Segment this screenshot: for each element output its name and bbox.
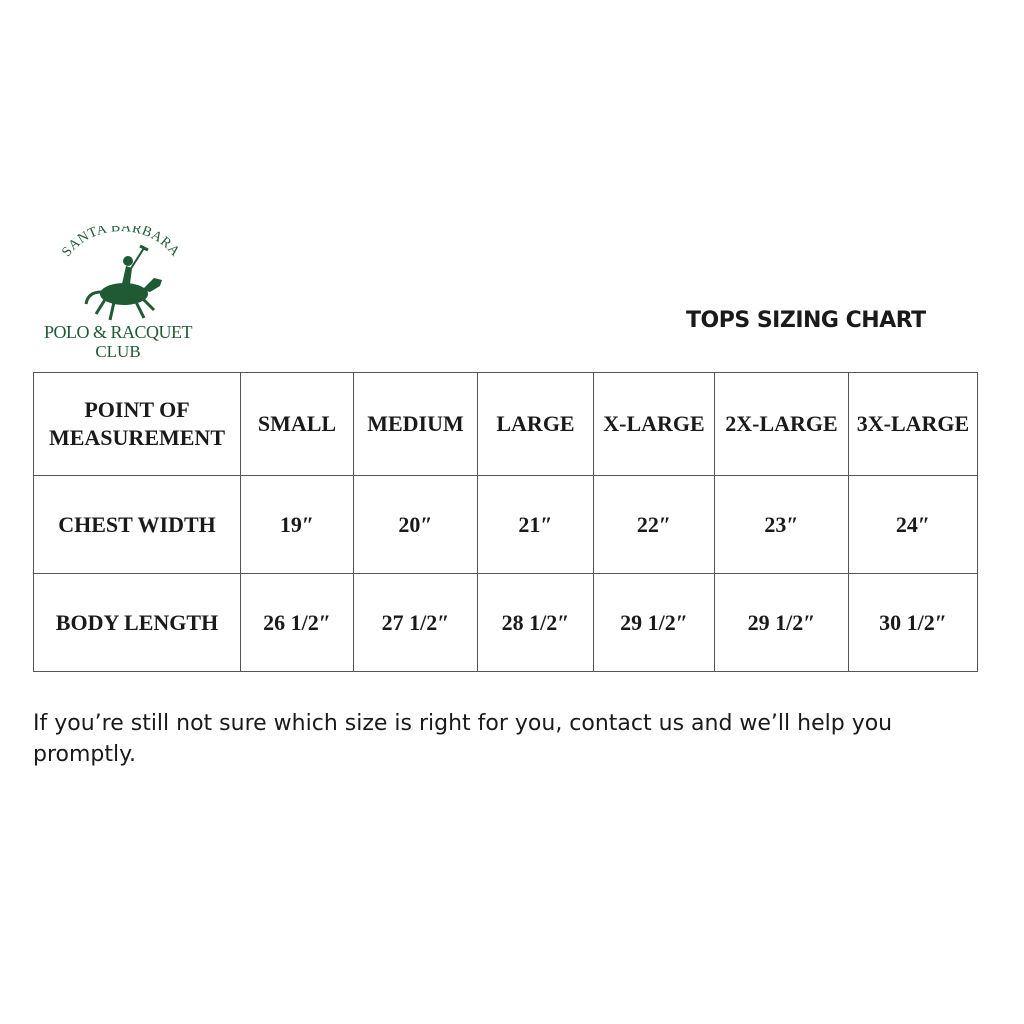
header-size: SMALL [241,373,354,476]
logo-line1: POLO & RACQUET [43,322,192,342]
table-row-chest-width [34,476,978,574]
header-point-of-measurement [34,373,241,476]
sizing-table [33,372,978,672]
table-cell: 29 1/2″ [594,574,715,672]
row-label: CHEST WIDTH [34,476,241,574]
table-cell: 27 1/2″ [354,574,478,672]
table-cell: 23″ [715,476,849,574]
table-cell: 28 1/2″ [478,574,594,672]
table-cell: 24″ [849,476,978,574]
table-row-body-length [34,574,978,672]
header-size: 2X-LARGE [715,373,849,476]
header-size: LARGE [478,373,594,476]
table-cell: 19″ [241,476,354,574]
header-pom-line1: POINT OF [84,397,190,422]
table-cell: 29 1/2″ [715,574,849,672]
logo-line2: CLUB [95,342,141,361]
brand-logo [36,226,200,366]
header-size: MEDIUM [354,373,478,476]
table-cell: 20″ [354,476,478,574]
header-size: 3X-LARGE [849,373,978,476]
table-cell: 30 1/2″ [849,574,978,672]
help-note: If you’re still not sure which size is right for you, contact us and we’ll help you promptly. [33,711,893,767]
row-label: BODY LENGTH [34,574,241,672]
table-header-row [34,373,978,476]
page-title: TOPS SIZING CHART [686,308,926,333]
header-size: X-LARGE [594,373,715,476]
table-cell: 21″ [478,476,594,574]
header-pom-line2: MEASUREMENT [48,425,225,450]
table-cell: 22″ [594,476,715,574]
logo-arc-text: SANTA BARBARA [59,226,183,260]
table-cell: 26 1/2″ [241,574,354,672]
polo-player-icon [36,226,200,326]
